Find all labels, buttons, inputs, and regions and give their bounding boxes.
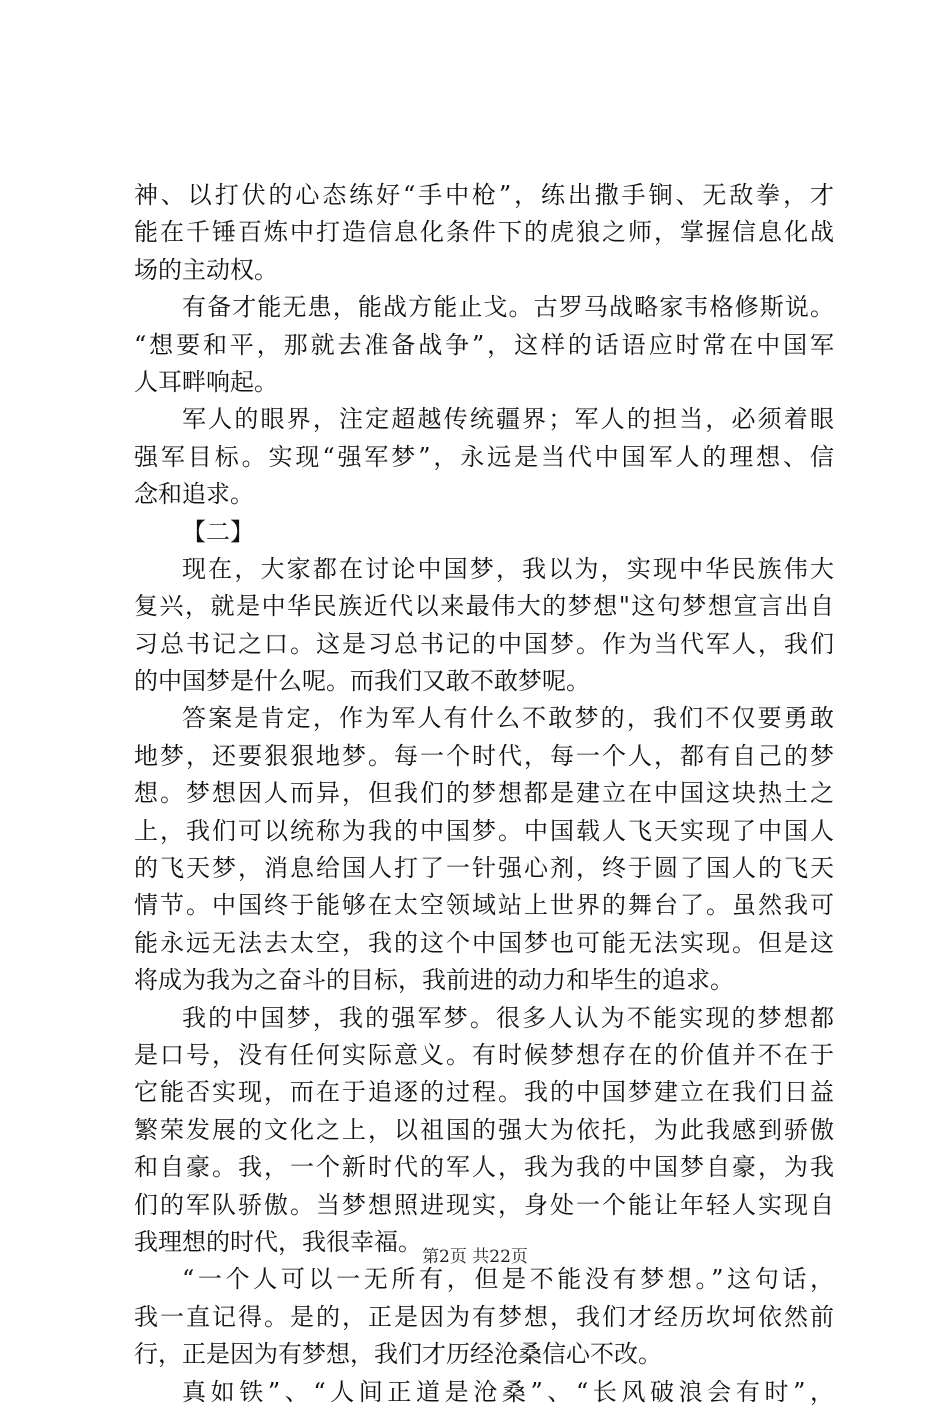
text-line: 我的中国梦，我的强军梦。很多人认为不能实现的梦想都: [182, 1003, 834, 1032]
page-number-footer: 第2页 共22页: [422, 1247, 528, 1267]
text-line: 真如铁”、“人间正道是沧桑”、“长风破浪会有时”，: [182, 1377, 834, 1406]
text-line: 它能否实现，而在于追逐的过程。我的中国梦建立在我们日益: [134, 1078, 834, 1107]
text-line: 行，正是因为有梦想，我们才历经沧桑信心不改。: [134, 1340, 662, 1369]
text-line: 情节。中国终于能够在太空领域站上世界的舞台了。虽然我可: [134, 891, 834, 920]
text-line: 想。梦想因人而异，但我们的梦想都是建立在中国这块热土之: [134, 779, 834, 808]
text-line: 人耳畔响起。: [134, 367, 278, 396]
text-line: 我理想的时代，我很幸福。: [134, 1227, 422, 1256]
text-line: 地梦，还要狠狠地梦。每一个时代，每一个人，都有自己的梦: [134, 741, 834, 770]
text-line: 有备才能无患，能战方能止戈。古罗马战略家韦格修斯说。: [182, 293, 834, 322]
text-line: 强军目标。实现“强军梦”，永远是当代中国军人的理想、信: [134, 442, 834, 471]
text-line: 答案是肯定，作为军人有什么不敢梦的，我们不仅要勇敢: [182, 704, 834, 733]
text-line: 的中国梦是什么呢。而我们又敢不敢梦呢。: [134, 667, 590, 696]
text-line: 上，我们可以统称为我的中国梦。中国载人飞天实现了中国人: [134, 816, 834, 845]
text-line: 复兴，就是中华民族近代以来最伟大的梦想"这句梦想宣言出自: [134, 592, 834, 621]
text-line: 们的军队骄傲。当梦想照进现实，身处一个能让年轻人实现自: [134, 1190, 834, 1219]
text-line: 和自豪。我，一个新时代的军人，我为我的中国梦自豪，为我: [134, 1153, 834, 1182]
text-line: 能在千锤百炼中打造信息化条件下的虎狼之师，掌握信息化战: [134, 218, 834, 247]
text-line: 将成为我为之奋斗的目标，我前进的动力和毕生的追求。: [134, 966, 734, 995]
text-line: “想要和平，那就去准备战争”，这样的话语应时常在中国军: [134, 330, 834, 359]
text-line: 习总书记之口。这是习总书记的中国梦。作为当代军人，我们: [134, 629, 834, 658]
text-line: 神、以打伏的心态练好“手中枪”，练出撒手锏、无敌拳，才: [134, 181, 834, 209]
text-line: 念和追求。: [134, 480, 254, 509]
text-line: 军人的眼界，注定超越传统疆界；军人的担当，必须着眼: [182, 405, 834, 434]
section-heading: 【二】: [182, 517, 254, 546]
text-line: 能永远无法去太空，我的这个中国梦也可能无法实现。但是这: [134, 928, 834, 957]
document-body: [134, 177, 834, 1411]
text-line: 现在，大家都在讨论中国梦，我以为，实现中华民族伟大: [182, 554, 834, 583]
text-line: 繁荣发展的文化之上，以祖国的强大为依托，为此我感到骄傲: [134, 1115, 834, 1144]
text-line: “一个人可以一无所有，但是不能没有梦想。”这句话，: [182, 1265, 834, 1294]
text-line: 我一直记得。是的，正是因为有梦想，我们才经历坎坷依然前: [134, 1302, 834, 1331]
text-line: 是口号，没有任何实际意义。有时候梦想存在的价值并不在于: [134, 1040, 834, 1069]
text-line: 场的主动权。: [134, 255, 278, 284]
text-line: 的飞天梦，消息给国人打了一针强心剂，终于圆了国人的飞天: [134, 854, 834, 883]
